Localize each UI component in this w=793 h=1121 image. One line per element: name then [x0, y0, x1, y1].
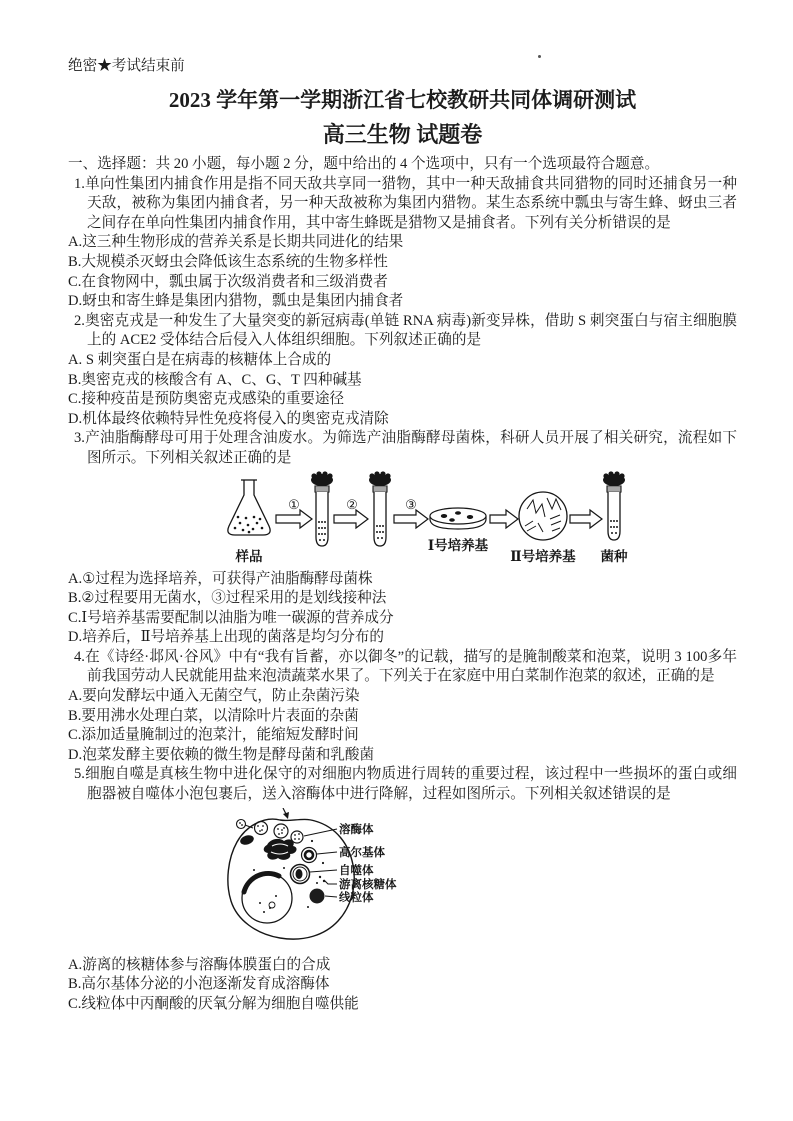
sample-label: 样品: [235, 548, 263, 564]
step3-label: ③: [405, 496, 417, 512]
question-3-option-d: D.培养后，Ⅱ号培养基上出现的菌落是均匀分布的: [68, 629, 384, 646]
autophagosome-icon: [291, 864, 310, 883]
nucleus-icon: [242, 873, 292, 923]
test-tube-icon: [311, 471, 333, 546]
mitochondrion-icon: [310, 888, 325, 903]
question-4-option-d: D.泡菜发酵主要依赖的微生物是酵母菌和乳酸菌: [68, 746, 375, 763]
question-3-option-c: C.Ⅰ号培养基需要配制以油脂为唯一碳源的营养成分: [68, 609, 394, 626]
question-2-stem: [68, 312, 737, 351]
medium2-label: Ⅱ号培养基: [510, 548, 576, 564]
arrow-icon: [570, 510, 602, 528]
section-instructions: 一、选择题：共 20 小题，每小题 2 分，题中给出的 4 个选项中，只有一个选项最符合题意。: [68, 156, 660, 172]
question-4-option-c: C.添加适量腌制过的泡菜汁，能缩短发酵时间: [68, 727, 359, 744]
question-5: [68, 765, 737, 1014]
scan-speck: [538, 55, 541, 58]
lysosome-label: 溶酶体: [339, 823, 374, 836]
question-4-number: 4.: [74, 648, 85, 665]
question-1-option-a: A.这三种生物形成的营养关系是长期共同进化的结果: [68, 234, 404, 251]
question-3-number: 3.: [74, 430, 85, 447]
question-2-option-d: D.机体最终依赖特异性免疫将侵入的奥密克戎清除: [68, 410, 389, 427]
streak-plate-icon: [519, 492, 567, 540]
yeast-screening-flow-diagram: [210, 471, 655, 568]
question-4: [68, 648, 737, 766]
arrow-icon: [394, 510, 428, 528]
question-1-option-d: D.蚜虫和寄生蜂是集团内猎物，瓢虫是集团内捕食者: [68, 293, 404, 310]
question-4-stem: [68, 648, 737, 687]
exam-subtitle: 高三生物 试题卷: [322, 122, 483, 147]
flask-sample-dots: [234, 515, 264, 533]
test-tube-icon: [603, 471, 625, 540]
exam-title: 2023 学年第一学期浙江省七校教研共同体调研测试: [168, 88, 637, 112]
question-1-text: 单向性集团内捕食作用是指不同天敌共享同一猎物，其中一种天敌捕食共同猎物的同时还捕食另一种天敌，被称为集团内捕食者，另一种天敌被称为集团内猎物。某生态系统中瓢虫与寄生蜂、蚜虫三者之间存在单向性集团内捕食作用，其中寄生蜂既是猎物又是捕食者。下列有关分析错误的是: [84, 175, 737, 231]
test-tube-icon: [369, 471, 391, 546]
question-5-text: 细胞自噬是真核生物中进化保守的对细胞内物质进行周转的重要过程，该过程中一些损坏的蛋白或细胞器被自噬体小泡包裹后，送入溶酶体中进行降解，过程如图所示。下列相关叙述错误的是: [84, 766, 737, 803]
question-2-option-c: C.接种疫苗是预防奥密克戎感染的重要途径: [68, 391, 345, 408]
question-2-text: 奥密克戎是一种发生了大量突变的新冠病毒(单链 RNA 病毒)新变异株，借助 S 刺突蛋白与宿主细胞膜上的 ACE2 受体结合后侵入人体组织细胞。下列叙述正确的是: [84, 312, 737, 349]
question-2-option-b: B.奥密克戎的核酸含有 A、C、G、T 四种碱基: [68, 371, 362, 388]
strain-label: 菌种: [600, 548, 628, 564]
question-2-option-a: A. S 刺突蛋白是在病毒的核糖体上合成的: [68, 351, 332, 368]
arrow-icon: [490, 510, 518, 528]
question-5-option-c: C.线粒体中丙酮酸的厌氧分解为细胞自噬供能: [68, 995, 359, 1012]
question-3: [68, 429, 737, 648]
question-1: [68, 175, 737, 312]
question-1-stem: [68, 175, 737, 234]
step1-label: ①: [288, 496, 300, 512]
golgi-vesicle-icon: [302, 847, 317, 862]
medium1-label: Ⅰ号培养基: [427, 537, 489, 553]
question-4-option-a: A.要向发酵坛中通入无菌空气，防止杂菌污染: [68, 688, 360, 705]
step2-label: ②: [346, 496, 358, 512]
question-1-option-b: B.大规模杀灭蚜虫会降低该生态系统的生物多样性: [68, 253, 388, 270]
flask-icon: [228, 480, 270, 535]
question-2: [68, 312, 737, 430]
question-4-text: 在《诗经·邶风·谷风》中有“我有旨蓄，亦以御冬”的记载，描写的是腌制酸菜和泡菜，说明 3 100多年前我国劳动人民就能用盐来泡渍蔬菜水果了。下列关于在家庭中用白菜制作泡菜的叙述，正确的是: [84, 648, 737, 685]
arrow-icon: [276, 510, 312, 528]
cell-autophagy-diagram: [220, 808, 445, 953]
question-5-number: 5.: [74, 766, 85, 783]
question-1-number: 1.: [74, 175, 85, 192]
question-5-option-b: B.高尔基体分泌的小泡逐渐发育成溶酶体: [68, 976, 330, 993]
secrecy-notice: 绝密★考试结束前: [68, 58, 185, 74]
free-ribosome-dots: [316, 875, 325, 883]
autophagosome-label: 自噬体: [339, 864, 374, 877]
question-3-text: 产油脂酶酵母可用于处理含油废水。为筛选产油脂酶酵母菌株，科研人员开展了相关研究，流程如下图所示。下列相关叙述正确的是: [84, 430, 737, 466]
mitochondrion-label: 线粒体: [339, 891, 374, 904]
petri-dish-icon: [430, 508, 486, 529]
question-3-option-b: B.②过程要用无菌水，③过程采用的是划线接种法: [68, 590, 387, 607]
question-3-stem: [68, 429, 737, 468]
arrow-icon: [334, 510, 368, 528]
entry-arrow-icon: [283, 808, 289, 819]
question-4-option-b: B.要用沸水处理白菜，以清除叶片表面的杂菌: [68, 707, 359, 724]
question-2-number: 2.: [74, 312, 85, 329]
question-1-option-c: C.在食物网中，瓢虫属于次级消费者和三级消费者: [68, 273, 388, 290]
free-ribosome-label: 游离核糖体: [339, 878, 397, 891]
golgi-stack-icon: [264, 839, 297, 860]
golgi-label: 高尔基体: [339, 846, 385, 859]
question-3-option-a: A.①过程为选择培养，可获得产油脂酶酵母菌株: [68, 570, 373, 587]
question-5-stem: [68, 765, 737, 804]
question-5-option-a: A.游离的核糖体参与溶酶体膜蛋白的合成: [68, 956, 331, 973]
budding-vesicle-icon: [237, 819, 254, 828]
